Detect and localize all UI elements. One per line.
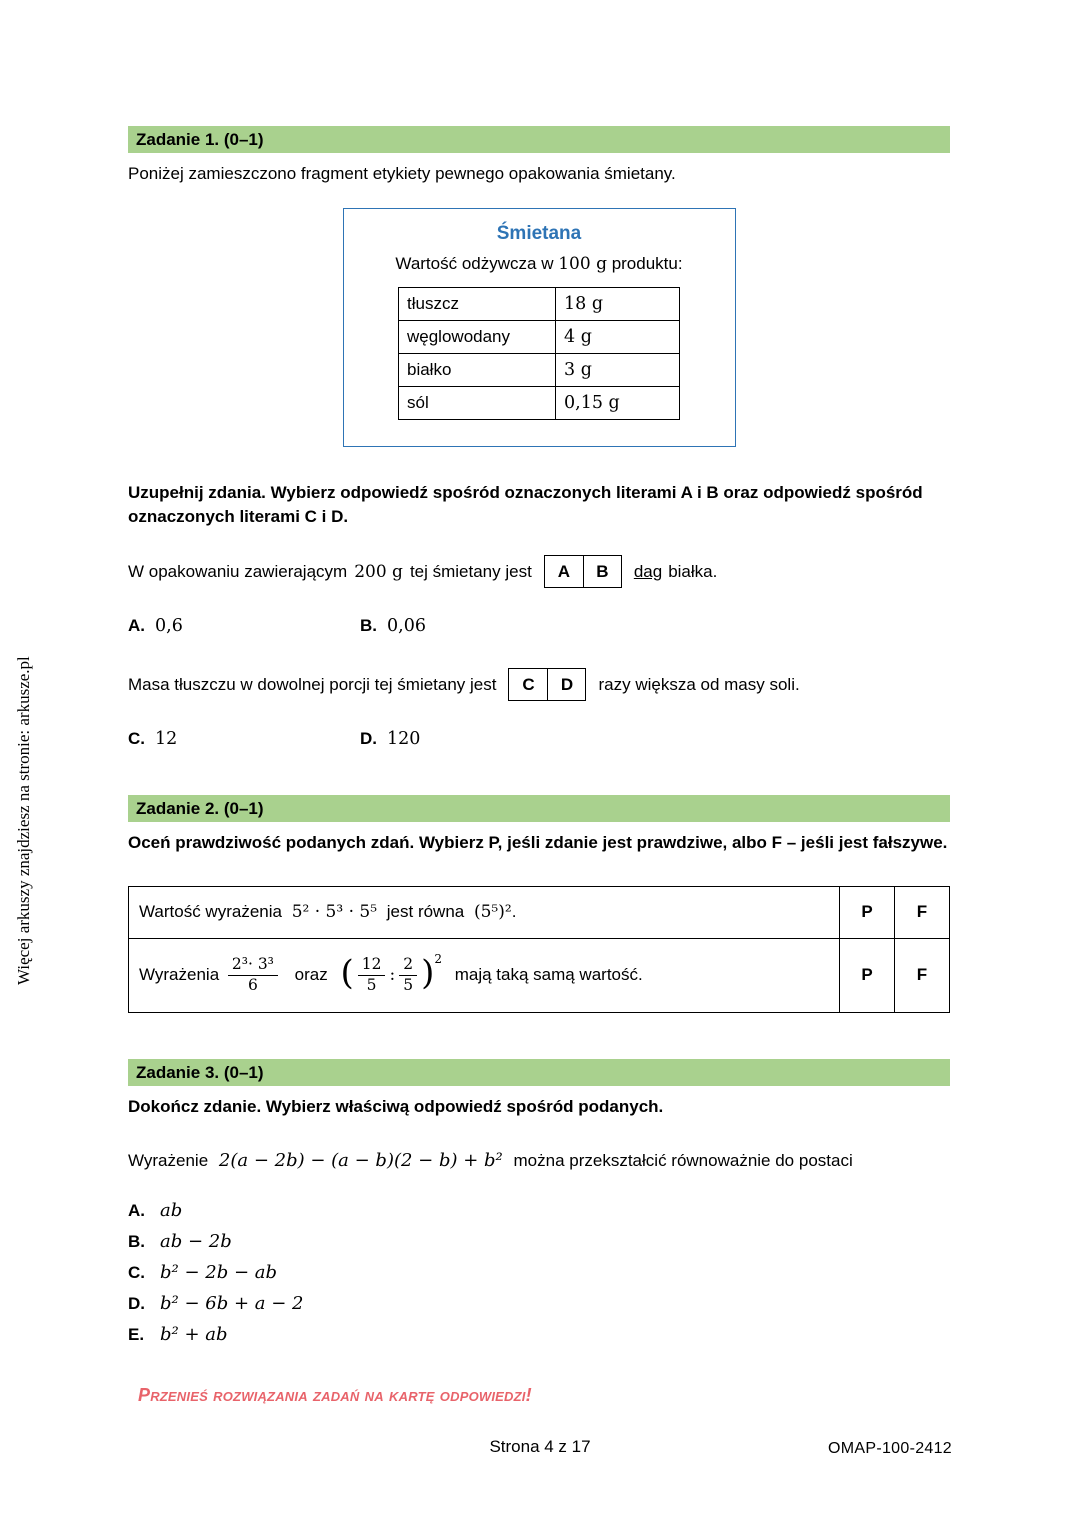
subtitle-pre: Wartość odżywcza w	[395, 253, 554, 273]
exam-code: OMAP-100-2412	[828, 1440, 952, 1457]
choice-box-cd	[508, 668, 586, 701]
task1-options-cd	[128, 729, 950, 749]
choice-a: A	[557, 561, 570, 581]
page-number: Strona 4 z 17	[489, 1437, 591, 1456]
subtitle-post: produktu:	[611, 253, 683, 273]
option-a	[128, 1200, 950, 1231]
option-value: b² − 6b + a − 2	[160, 1293, 304, 1315]
false-cell: F	[895, 886, 950, 938]
option-value: b² + ab	[160, 1324, 228, 1346]
option-letter: A.	[128, 616, 145, 636]
nutrient-value: 4 g	[556, 320, 680, 353]
stem-text: można przekształcić równoważnie do postaci	[513, 1151, 853, 1171]
math-expression: (5⁵)²	[473, 902, 512, 923]
true-cell: P	[840, 886, 895, 938]
option-d	[128, 1293, 950, 1324]
task1-options-ab	[128, 616, 950, 636]
page-content	[128, 126, 950, 1406]
task1-header: Zadanie 1. (0–1)	[128, 126, 950, 153]
stem-text: Wyrażenie	[128, 1151, 209, 1171]
nutrient-value: 0,15 g	[556, 386, 680, 419]
sentence-text: tej śmietany jest	[409, 561, 532, 581]
math-expression: 5² · 5³ · 5⁵	[291, 902, 378, 923]
fraction	[399, 956, 417, 995]
task1-sentence-ab	[128, 555, 950, 588]
option-value: 120	[387, 729, 421, 750]
statement-text: oraz	[294, 964, 328, 984]
option-letter: A.	[128, 1201, 145, 1221]
statement-text: .	[511, 902, 517, 922]
task3-instruction: Dokończ zdanie. Wybierz właściwą odpowiedź spośród podanych.	[128, 1096, 664, 1116]
fraction-numerator: 12	[361, 954, 382, 973]
choice-d: D	[547, 669, 585, 700]
table-row	[399, 320, 680, 353]
option-value: 0,06	[387, 616, 426, 637]
sentence-text: razy większa od masy soli.	[598, 674, 800, 694]
math-expression: 2(a − 2b) − (a − b)(2 − b) + b²	[218, 1150, 503, 1172]
option-c	[128, 729, 360, 749]
fraction	[358, 956, 386, 995]
option-value: b² − 2b − ab	[160, 1262, 278, 1284]
nutrition-label-subtitle	[344, 254, 735, 274]
nutrient-value: 3 g	[556, 353, 680, 386]
option-c	[128, 1262, 950, 1293]
nutrition-label-box	[343, 208, 736, 447]
open-paren: (	[340, 953, 354, 994]
close-paren: )	[421, 953, 435, 994]
task1-instruction: Uzupełnij zdania. Wybierz odpowiedź spośród oznaczonych literami A i B oraz odpowiedź spośród oznaczonych literami C i D.	[128, 482, 923, 527]
sentence-amount: 200 g	[354, 561, 403, 582]
option-letter: C.	[128, 1263, 145, 1283]
statement-1	[129, 886, 840, 938]
nutrient-name: białko	[399, 353, 556, 386]
option-value: 12	[155, 729, 178, 750]
option-b	[360, 616, 426, 636]
option-letter: D.	[128, 1294, 145, 1314]
division-colon: :	[389, 964, 396, 985]
table-row	[399, 287, 680, 320]
choice-box-ab	[544, 555, 622, 588]
task1-intro: Poniżej zamieszczono fragment etykiety pewnego opakowania śmietany.	[128, 164, 676, 183]
true-cell: P	[840, 938, 895, 1012]
nutrient-name: sól	[399, 386, 556, 419]
exponent: 2	[434, 952, 442, 967]
option-a	[128, 616, 360, 636]
option-b	[128, 1231, 950, 1262]
nutrient-name: tłuszcz	[399, 287, 556, 320]
table-row	[129, 938, 950, 1012]
nutrient-name: węglowodany	[399, 320, 556, 353]
statement-text: Wartość wyrażenia	[139, 902, 282, 922]
statement-text: Wyrażenia	[139, 964, 220, 984]
table-row	[399, 353, 680, 386]
option-letter: B.	[128, 1232, 145, 1252]
option-value: ab	[160, 1200, 183, 1222]
fraction	[228, 956, 278, 995]
option-letter: D.	[360, 729, 377, 749]
statement-text: mają taką samą wartość.	[454, 964, 643, 984]
subtitle-amount: 100 g	[558, 253, 607, 274]
table-row	[129, 886, 950, 938]
option-d	[360, 729, 420, 749]
task1-sentence-cd	[128, 668, 950, 701]
option-value: ab − 2b	[160, 1231, 232, 1253]
task2-header: Zadanie 2. (0–1)	[128, 795, 950, 822]
fraction-numerator: 2	[403, 954, 414, 973]
nutrition-table	[398, 287, 680, 420]
fraction-numerator: 2³· 3³	[231, 954, 274, 973]
choice-c: C	[522, 674, 535, 694]
option-letter: C.	[128, 729, 145, 749]
sentence-text: Masa tłuszczu w dowolnej porcji tej śmietany jest	[128, 674, 497, 694]
nutrition-label-title: Śmietana	[496, 222, 582, 244]
sidebar-watermark-text: Więcej arkuszy znajdziesz na stronie: arkusze.pl	[14, 656, 33, 985]
option-e	[128, 1324, 950, 1355]
task2-instruction: Oceń prawdziwość podanych zdań. Wybierz P, jeśli zdanie jest prawdziwe, albo F – jeśli jest fałszywe.	[128, 833, 948, 853]
table-row	[399, 386, 680, 419]
sentence-text: W opakowaniu zawierającym	[128, 561, 348, 581]
statement-text: jest równa	[386, 902, 465, 922]
task3-stem	[128, 1147, 950, 1174]
nutrient-value: 18 g	[556, 287, 680, 320]
transfer-answers-notice: Przenieś rozwiązania zadań na kartę odpowiedzi!	[138, 1385, 532, 1406]
task3-options	[128, 1200, 950, 1355]
statement-2	[129, 938, 840, 1012]
choice-b: B	[583, 556, 621, 587]
fraction-denominator: 6	[228, 975, 278, 995]
false-cell: F	[895, 938, 950, 1012]
fraction-denominator: 5	[399, 975, 417, 995]
sentence-text: białka.	[668, 561, 718, 581]
option-value: 0,6	[155, 616, 183, 637]
underlined-unit: dag	[633, 561, 663, 581]
fraction-denominator: 5	[358, 975, 386, 995]
option-letter: E.	[128, 1325, 145, 1345]
task3-header: Zadanie 3. (0–1)	[128, 1059, 950, 1086]
option-letter: B.	[360, 616, 377, 636]
true-false-table	[128, 886, 950, 1013]
